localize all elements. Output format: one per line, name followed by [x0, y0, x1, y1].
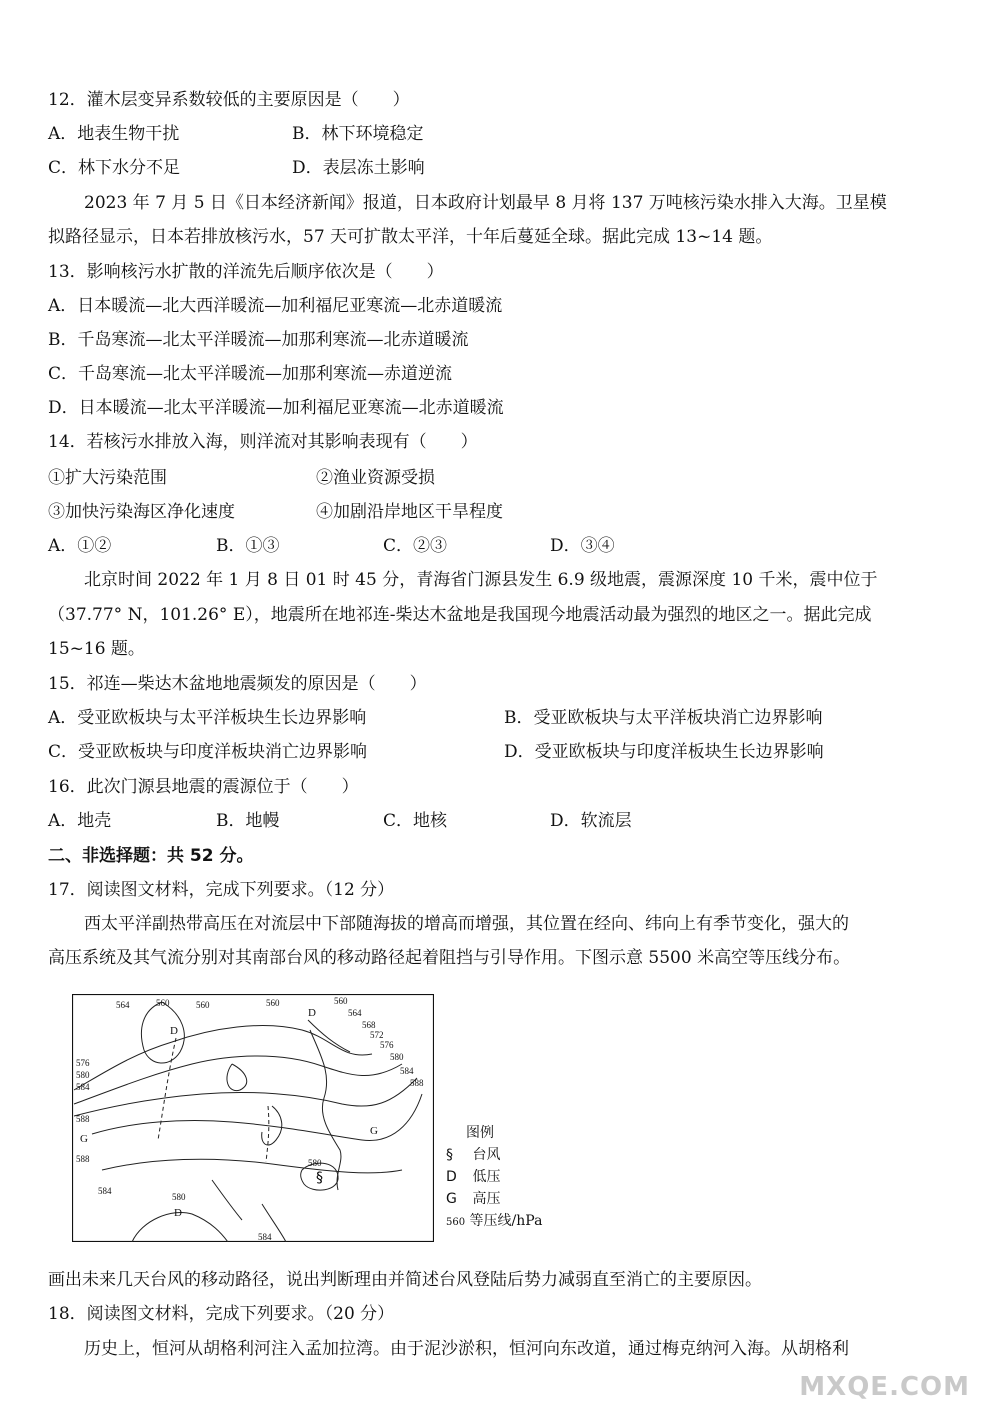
- isobar-label: 584: [98, 1186, 112, 1196]
- isobar-label: 576: [380, 1040, 394, 1050]
- q12-stem: 12．灌木层变异系数较低的主要原因是（ ）: [48, 90, 410, 110]
- watermark: MXQE.COM: [799, 1372, 970, 1402]
- q12-option-d: D．表层冻土影响: [292, 158, 425, 178]
- high-pressure-icon: G: [446, 1191, 457, 1207]
- q16-option-a: A．地壳: [48, 811, 112, 831]
- low-pressure-label: D: [174, 1207, 182, 1219]
- q17-stem: 17．阅读图文材料，完成下列要求。（12 分）: [48, 880, 395, 900]
- isobar-label: 576: [76, 1058, 90, 1068]
- high-pressure-label: G: [80, 1133, 88, 1145]
- isobar-map: [72, 994, 434, 1242]
- isobar-label: 584: [258, 1232, 272, 1242]
- isobar-label: 580: [76, 1070, 90, 1080]
- low-pressure-label: D: [170, 1025, 178, 1037]
- q17-task: 画出未来几天台风的移动路径，说出判断理由并简述台风登陆后势力减弱直至消亡的主要原因。: [48, 1270, 762, 1290]
- low-pressure-icon: D: [446, 1169, 457, 1185]
- isobar-label: 564: [348, 1008, 362, 1018]
- isobar-label: 588: [410, 1078, 424, 1088]
- passage15-line2: （37.77° N，101.26° E），地震所在地祁连-柴达木盆地是我国现今地震活动最为强烈的地区之一。据此完成: [48, 605, 872, 625]
- isobar-label: 572: [370, 1030, 384, 1040]
- q13-stem: 13．影响核污水扩散的洋流先后顺序依次是（ ）: [48, 262, 444, 282]
- isobar-label: 560: [156, 998, 170, 1008]
- typhoon-icon: §: [446, 1147, 453, 1163]
- section2-title: 二、非选择题：共 52 分。: [48, 846, 254, 866]
- isobar-label: 580: [172, 1192, 186, 1202]
- legend-isobar: [446, 1210, 542, 1234]
- low-pressure-label: D: [308, 1007, 316, 1019]
- q15-option-b: B．受亚欧板块与太平洋板块消亡边界影响: [504, 708, 823, 728]
- passage13-line2: 拟路径显示，日本若排放核污水，57 天可扩散太平洋，十年后蔓延全球。据此完成 13~14 题。: [48, 227, 773, 247]
- q15-option-a: A．受亚欧板块与太平洋板块生长边界影响: [48, 708, 367, 728]
- q18-stem: 18．阅读图文材料，完成下列要求。（20 分）: [48, 1304, 395, 1324]
- isobar-label: 588: [76, 1114, 90, 1124]
- isobar-icon: 560: [446, 1217, 466, 1228]
- q14-statement-2: ②渔业资源受损: [316, 468, 435, 488]
- legend-typhoon: [446, 1144, 542, 1166]
- q14-statement-4: ④加剧沿岸地区干旱程度: [316, 502, 503, 522]
- q16-option-b: B．地幔: [216, 811, 280, 831]
- q13-option-d: D．日本暖流—北太平洋暖流—加利福尼亚寒流—北赤道暖流: [48, 398, 504, 418]
- passage15-line3: 15~16 题。: [48, 639, 145, 659]
- isobar-label: 580: [390, 1052, 404, 1062]
- q15-option-c: C．受亚欧板块与印度洋板块消亡边界影响: [48, 742, 368, 762]
- q14-option-b: B．①③: [216, 536, 280, 556]
- q12-option-a: A．地表生物干扰: [48, 124, 180, 144]
- q13-option-a: A．日本暖流—北大西洋暖流—加利福尼亚寒流—北赤道暖流: [48, 296, 503, 316]
- q13-option-b: B．千岛寒流—北太平洋暖流—加那利寒流—北赤道暖流: [48, 330, 469, 350]
- legend-low: [446, 1166, 542, 1188]
- legend-high: [446, 1188, 542, 1210]
- isobar-label: 584: [400, 1066, 414, 1076]
- passage15-line1: 北京时间 2022 年 1 月 8 日 01 时 45 分，青海省门源县发生 6.9 级地震，震源深度 10 千米，震中位于: [84, 570, 878, 590]
- legend-title: 图例: [466, 1125, 494, 1141]
- isobar-label: 588: [76, 1154, 90, 1164]
- q13-option-c: C．千岛寒流—北太平洋暖流—加那利寒流—赤道逆流: [48, 364, 453, 384]
- q16-option-c: C．地核: [383, 811, 448, 831]
- q12-option-b: B．林下环境稳定: [292, 124, 424, 144]
- isobar-label: 580: [308, 1158, 322, 1168]
- q14-option-c: C．②③: [383, 536, 448, 556]
- q14-option-d: D．③④: [550, 536, 615, 556]
- isobar-label: 560: [266, 998, 280, 1008]
- q14-stem: 14．若核污水排放入海，则洋流对其影响表现有（ ）: [48, 432, 478, 452]
- isobar-label: 560: [196, 1000, 210, 1010]
- typhoon-icon: §: [316, 1170, 323, 1186]
- legend-typhoon-label: 台风: [472, 1147, 501, 1163]
- q14-statement-3: ③加快污染海区净化速度: [48, 502, 235, 522]
- high-pressure-label: G: [370, 1125, 378, 1137]
- q15-option-d: D．受亚欧板块与印度洋板块生长边界影响: [504, 742, 824, 762]
- q17-line1: 西太平洋副热带高压在对流层中下部随海拔的增高而增强，其位置在经向、纬向上有季节变化，强大的: [84, 914, 849, 934]
- q12-option-c: C．林下水分不足: [48, 158, 181, 178]
- legend-high-label: 高压: [472, 1191, 501, 1207]
- q17-line2: 高压系统及其气流分别对其南部台风的移动路径起着阻挡与引导作用。下图示意 5500 米高空等压线分布。: [48, 948, 851, 968]
- isobar-label: 564: [116, 1000, 130, 1010]
- q14-option-a: A．①②: [48, 536, 112, 556]
- q14-statement-1: ①扩大污染范围: [48, 468, 167, 488]
- legend-low-label: 低压: [472, 1169, 501, 1185]
- isobar-label: 560: [334, 996, 348, 1006]
- q16-option-d: D．软流层: [550, 811, 632, 831]
- isobar-label: 568: [362, 1020, 376, 1030]
- q15-stem: 15．祁连—柴达木盆地地震频发的原因是（ ）: [48, 674, 427, 694]
- q18-line1: 历史上，恒河从胡格利河注入孟加拉湾。由于泥沙淤积，恒河向东改道，通过梅克纳河入海。从胡格利: [84, 1339, 849, 1359]
- isobar-label: 584: [76, 1082, 90, 1092]
- q16-stem: 16．此次门源县地震的震源位于（ ）: [48, 777, 359, 797]
- passage13-line1: 2023 年 7 月 5 日《日本经济新闻》报道，日本政府计划最早 8 月将 137 万吨核污染水排入大海。卫星模: [84, 193, 887, 213]
- map-legend: [446, 1122, 542, 1234]
- legend-isobar-label: 等压线/hPa: [469, 1213, 543, 1229]
